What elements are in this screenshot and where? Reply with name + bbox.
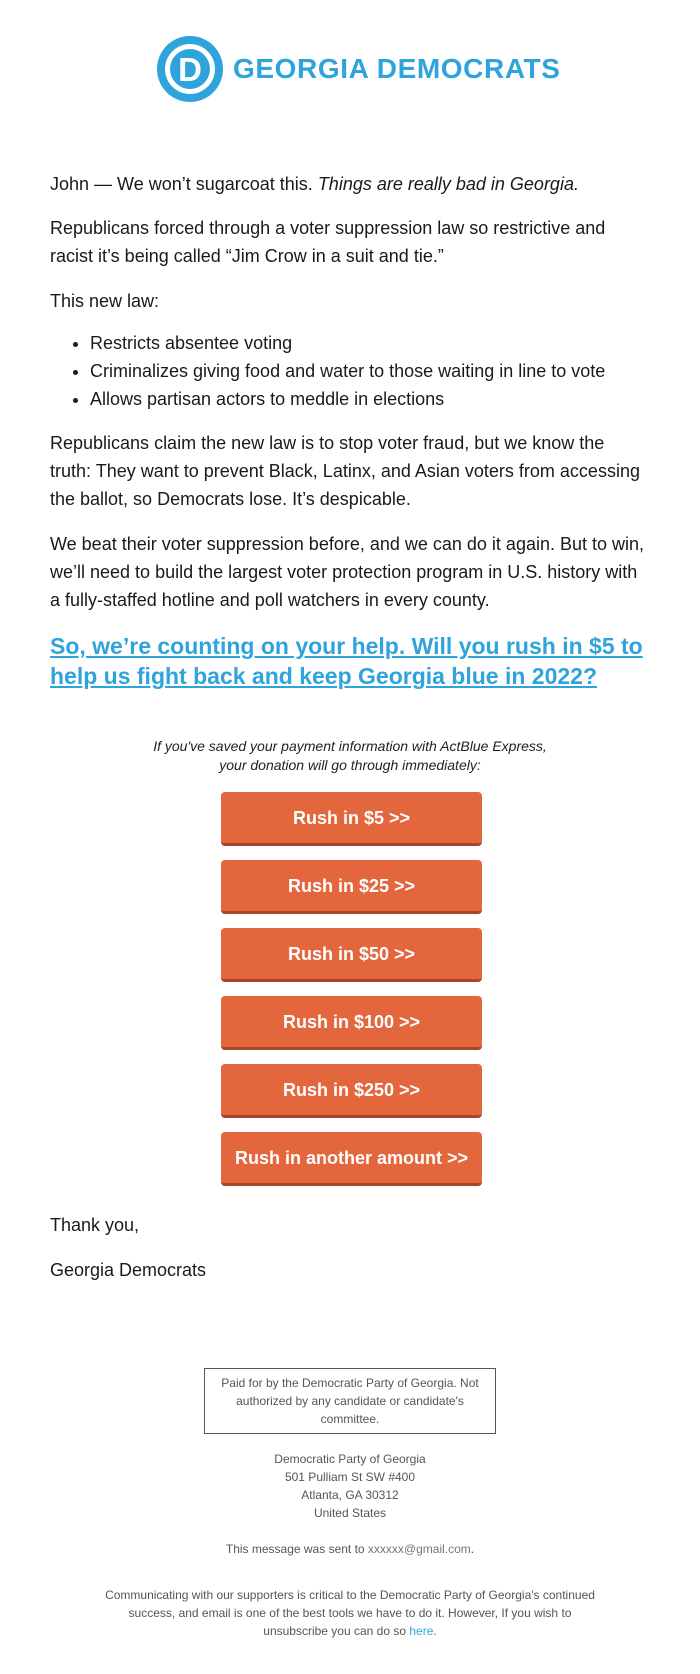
law-list (50, 329, 650, 413)
city-state-zip: Atlanta, GA 30312 (301, 1488, 399, 1502)
law-heading: This new law: (50, 291, 160, 311)
republicans-paragraph: Republicans forced through a voter suppression law so restrictive and racist it’s being called “Jim Crow in a suit and tie.” (50, 218, 606, 266)
actblue-express-note (100, 737, 600, 775)
signature: Georgia Democrats (50, 1260, 207, 1280)
paid-for-disclaimer: Paid for by the Democratic Party of Georgia. Not authorized by any candidate or candidate's committee. (204, 1368, 496, 1434)
org-name: Democratic Party of Georgia (274, 1452, 426, 1466)
intro-paragraph (50, 170, 650, 198)
georgia-democrats-logo[interactable] (157, 36, 561, 102)
sent-suffix: . (470, 1542, 475, 1556)
list-item: • Restricts absentee voting (90, 329, 650, 357)
signoff (50, 1211, 650, 1301)
postal-address (0, 1450, 700, 1522)
note-line-1: If you've saved your payment information with ActBlue Express, (153, 738, 547, 754)
street-address: 501 Pulliam St SW #400 (284, 1470, 416, 1484)
unsubscribe-notice (95, 1586, 605, 1640)
recipient-email: xxxxxx@gmail.com (367, 1542, 471, 1556)
donate-cta-link[interactable]: So, we’re counting on your help. Will you rush in $5 to help us fight back and keep Georgia blue in 2022? (50, 633, 643, 689)
unsubscribe-link[interactable]: here (409, 1624, 434, 1638)
intro-text: — We won’t sugarcoat this. (89, 174, 318, 194)
donate-250-button[interactable]: Rush in $250 >> (221, 1064, 482, 1118)
email-footer (0, 1368, 700, 1640)
country: United States (313, 1506, 387, 1520)
donation-buttons (221, 792, 482, 1200)
logo-letter: D (170, 49, 210, 89)
donate-100-button[interactable]: Rush in $100 >> (221, 996, 482, 1050)
donate-50-button[interactable]: Rush in $50 >> (221, 928, 482, 982)
thanks-text: Thank you, (50, 1215, 140, 1235)
email-body (50, 170, 650, 691)
voter-fraud-paragraph: Republicans claim the new law is to stop voter fraud, but we know the truth: They want to prevent Black, Latinx, and Asian voters from accessing the ballot, so Democrats lose. It’s despicable. (50, 433, 640, 509)
list-item: • Criminalizes giving food and water to those waiting in line to vote (90, 357, 650, 385)
recipient-notice (0, 1540, 700, 1558)
unsubscribe-end: . (433, 1624, 437, 1638)
greeting-name: John (50, 174, 90, 194)
unsubscribe-text: Communicating with our supporters is critical to the Democratic Party of Georgia's continued success, and email is one of the best tools we have to do it. However, If you wish to unsubscribe you can do so (105, 1588, 595, 1638)
voter-protection-paragraph: We beat their voter suppression before, and we can do it again. But to win, we’ll need to build the largest voter protection program in U.S. history with a fully-staffed hotline and poll watchers in every county. (50, 534, 645, 610)
donate-25-button[interactable]: Rush in $25 >> (221, 860, 482, 914)
donate-5-button[interactable]: Rush in $5 >> (221, 792, 482, 846)
sent-prefix: This message was sent to (225, 1542, 368, 1556)
note-line-2: your donation will go through immediately: (219, 757, 481, 773)
brand-name: GEORGIA DEMOCRATS (233, 53, 561, 84)
democrats-d-logo-icon (157, 36, 223, 102)
donate-other-amount-button[interactable]: Rush in another amount >> (221, 1132, 482, 1186)
intro-emphasis: Things are really bad in Georgia. (317, 174, 579, 194)
list-item: • Allows partisan actors to meddle in elections (90, 385, 650, 413)
